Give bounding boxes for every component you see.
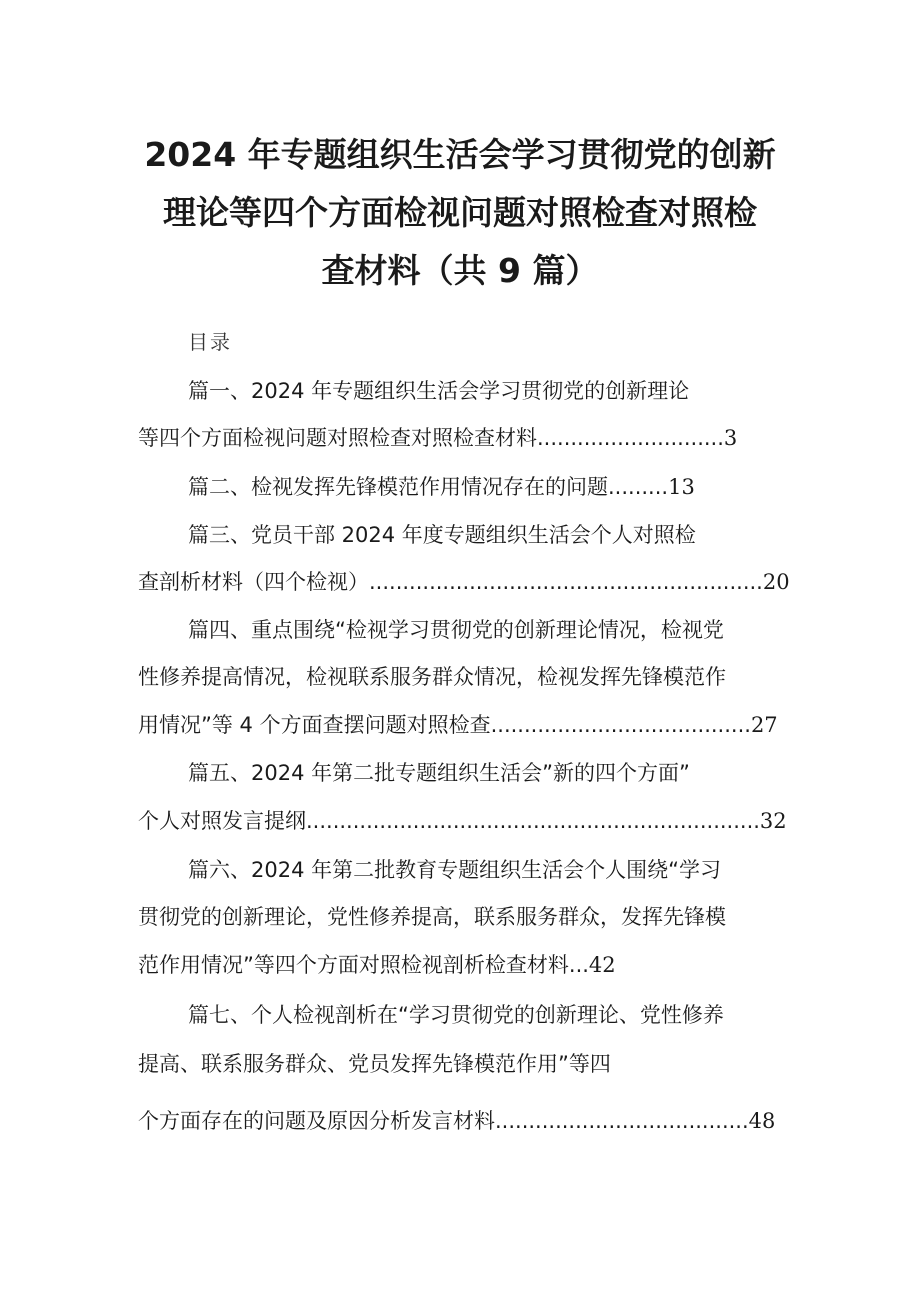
title-line-3: 查材料（共 9 篇）	[321, 251, 599, 290]
toc-entry-7-line-1[interactable]	[188, 1000, 724, 1030]
toc-entry-6-line-1[interactable]	[188, 855, 721, 885]
toc-leader-dots: ...........................................................	[369, 570, 763, 594]
toc-entry-text: 贯彻党的创新理论，党性修养提高，联系服务群众，发挥先锋模	[138, 905, 726, 929]
toc-leader-dots: .........	[608, 475, 669, 499]
toc-page-number: 13	[668, 475, 695, 499]
toc-entry-text: 性修养提高情况，检视联系服务群众情况，检视发挥先锋模范作	[138, 665, 726, 689]
toc-entry-text: 提高、联系服务群众、党员发挥先锋模范作用”等四	[138, 1052, 611, 1076]
toc-heading: 目录	[188, 330, 232, 354]
toc-entry-4-line-1[interactable]	[188, 615, 724, 645]
toc-entry-7-line-3[interactable]	[138, 1106, 775, 1136]
toc-leader-dots: ....................................................................	[306, 809, 760, 833]
toc-entry-3-line-2[interactable]	[138, 567, 790, 597]
toc-entry-6-line-3[interactable]	[138, 950, 616, 980]
toc-entry-text: 个人对照发言提纲	[138, 809, 306, 833]
toc-leader-dots: ............................	[537, 426, 724, 450]
toc-entry-text: 篇四、重点围绕“检视学习贯彻党的创新理论情况，检视党	[188, 618, 724, 642]
toc-leader-dots: .......................................	[490, 713, 751, 737]
toc-entry-4-line-2[interactable]	[138, 662, 726, 692]
toc-entry-text: 范作用情况”等四个方面对照检视剖析检查材料	[138, 953, 569, 977]
toc-page-number: 3	[723, 426, 738, 450]
toc-entry-5-line-2[interactable]	[138, 806, 787, 836]
toc-entry-6-line-2[interactable]	[138, 902, 726, 932]
toc-entry-text: 等四个方面检视问题对照检查对照检查材料	[138, 426, 537, 450]
toc-entry-text: 篇二、检视发挥先锋模范作用情况存在的问题	[188, 475, 608, 499]
toc-page-number: 32	[759, 809, 787, 833]
toc-entry-7-line-2[interactable]	[138, 1049, 611, 1079]
toc-page-number: 27	[750, 713, 778, 737]
toc-entry-text: 篇一、2024 年专题组织生活会学习贯彻党的创新理论	[188, 379, 690, 403]
toc-entry-text: 篇七、个人检视剖析在“学习贯彻党的创新理论、党性修养	[188, 1003, 724, 1027]
title-line-2: 理论等四个方面检视问题对照检查对照检	[163, 193, 757, 232]
toc-entry-2-line-1[interactable]	[188, 472, 695, 502]
toc-entry-3-line-1[interactable]	[188, 520, 696, 550]
toc-entry-text: 篇六、2024 年第二批教育专题组织生活会个人围绕“学习	[188, 858, 721, 882]
toc-entry-text: 用情况”等 4 个方面查摆问题对照检查	[138, 713, 491, 737]
toc-leader-dots: ...	[568, 953, 589, 977]
toc-entry-4-line-3[interactable]	[138, 710, 778, 740]
toc-page-number: 42	[588, 953, 616, 977]
title-line-1: 2024 年专题组织生活会学习贯彻党的创新	[144, 135, 776, 174]
document-title	[120, 126, 800, 300]
toc-entry-5-line-1[interactable]	[188, 758, 690, 788]
toc-entry-text: 篇三、党员干部 2024 年度专题组织生活会个人对照检	[188, 523, 696, 547]
toc-page-number: 48	[748, 1109, 776, 1133]
toc-leader-dots: ......................................	[495, 1109, 749, 1133]
toc-entry-text: 篇五、2024 年第二批专题组织生活会”新的四个方面”	[188, 761, 690, 785]
toc-entry-1-line-2[interactable]	[138, 423, 737, 453]
toc-entry-text: 查剖析材料（四个检视）	[138, 570, 369, 594]
toc-entry-1-line-1[interactable]	[188, 376, 689, 406]
toc-page-number: 20	[762, 570, 790, 594]
toc-entry-text: 个方面存在的问题及原因分析发言材料	[138, 1109, 495, 1133]
